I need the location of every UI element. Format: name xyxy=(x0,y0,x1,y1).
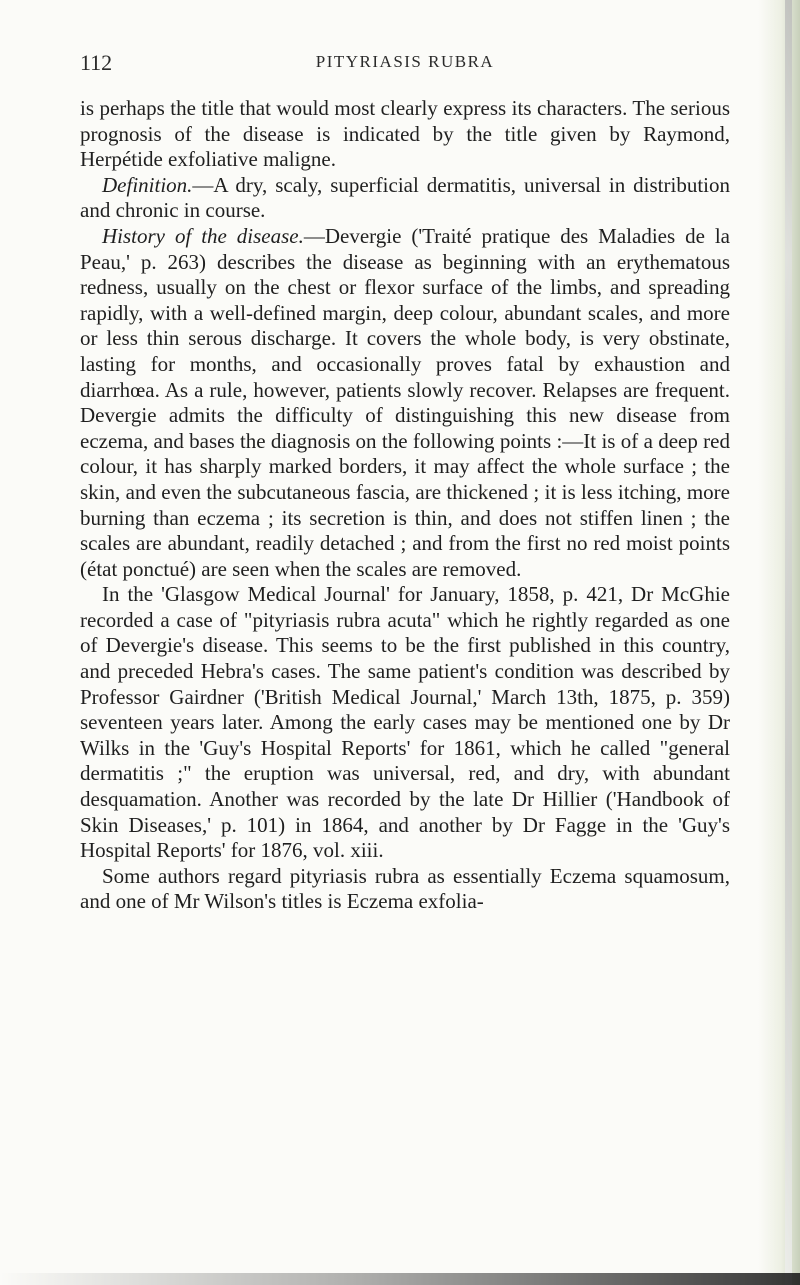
paragraph-cases: In the 'Glasgow Medical Journal' for January, 1858, p. 421, Dr McGhie recorded a case of "pityriasis rubra acuta" which he rightly regarded as one of Devergie's disease. This seems to be the first published in this country, and preceded Hebra's cases. The same patient's condition was described by Professor Gairdner ('British Medical Journal,' March 13th, 1875, p. 359) seventeen years later. Among the early cases may be mentioned one by Dr Wilks in the 'Guy's Hospital Reports' for 1861, which he called "general dermatitis ;" the eruption was universal, red, and dry, with abundant desquamation. Another was recorded by the late Dr Hillier ('Handbook of Skin Diseases,' p. 101) in 1864, and another by Dr Fagge in the 'Guy's Hospital Reports' for 1876, vol. xiii. xyxy=(80,582,730,863)
bottom-scan-shadow xyxy=(0,1273,800,1285)
page-header xyxy=(80,50,730,80)
definition-paragraph xyxy=(80,173,730,224)
definition-text: —A dry, scaly, superficial dermatitis, universal in distribution and chronic in course. xyxy=(80,172,730,223)
running-head: PITYRIASIS RUBRA xyxy=(315,52,495,71)
history-text: —Devergie ('Traité pratique des Maladies de la Peau,' p. 263) describes the disease as beginning with an erythematous redness, usually on the chest or flexor surface of the limbs, and spreading rapidly, with a well-defined margin, deep colour, abundant scales, and more or less thin serous discharge. It covers the whole body, is very obstinate, lasting for months, and occasionally proves fatal by exhaustion and diarrhœa. As a rule, however, patients slowly recover. Relapses are frequent. Devergie admits the difficulty of distinguishing this new disease from eczema, and bases the diagnosis on the following points :—It is of a deep red colour, it has sharply marked borders, it may affect the whole surface ; the skin, and even the subcutaneous fascia, are thickened ; it is less itching, more burning than eczema ; its secretion is thin, and does not stiffen linen ; the scales are abundant, readily detached ; and from the first no red moist points (état ponctué) are seen when the scales are removed. xyxy=(80,223,730,581)
history-label: History of the disease. xyxy=(102,223,304,248)
definition-label: Definition. xyxy=(102,172,193,197)
history-paragraph xyxy=(80,224,730,582)
paragraph-intro: is perhaps the title that would most clearly express its characters. The serious prognosis of the disease is indicated by the title given by Raymond, Herpétide exfoliative maligne. xyxy=(80,96,730,172)
page-edge-shadow xyxy=(758,0,800,1285)
paragraph-authors: Some authors regard pityriasis rubra as essentially Eczema squamosum, and one of Mr Wilson's titles is Eczema exfolia- xyxy=(80,863,730,914)
body-text xyxy=(80,96,730,915)
page-edge-line xyxy=(785,0,792,1285)
page-number: 112 xyxy=(80,50,113,75)
